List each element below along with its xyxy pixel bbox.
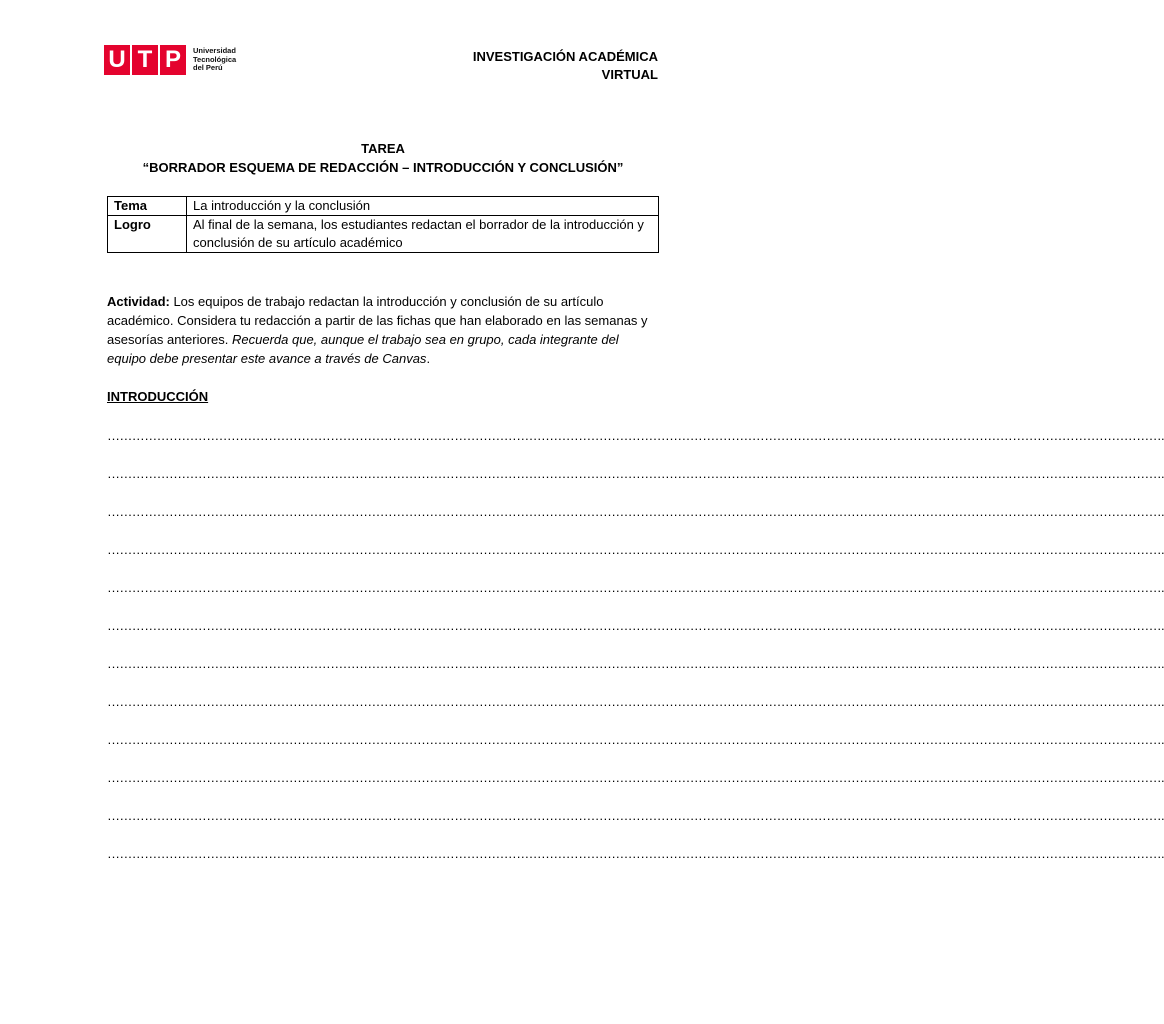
course-name [473,48,658,84]
writing-line: …………………………………………………………………………………………………………………………………………………………………………………………………………………………………. [107,846,1164,861]
activity-end: . [426,351,431,366]
writing-area [107,427,1164,883]
table-cell-value: Al final de la semana, los estudiantes redactan el borrador de la introducción y conclusión de su artículo académico [187,216,659,253]
course-name-line1: INVESTIGACIÓN ACADÉMICA [472,49,658,64]
activity-text: Los equipos de trabajo redactan la introducción y conclusión de su artículo académico. Considera tu redacción a partir de las fichas que han elaborado en las semanas y asesorías anteriores. [107,294,648,347]
title-line2: “BORRADOR ESQUEMA DE REDACCIÓN – INTRODUCCIÓN Y CONCLUSIÓN” [142,160,624,175]
table-cell-value: La introducción y la conclusión [187,197,659,216]
logo-letter-p: P [160,45,186,75]
logo-text-line: Universidad [193,46,236,56]
table-cell-label: Logro [108,216,187,253]
activity-note: Recuerda que, aunque el trabajo sea en grupo, cada integrante del equipo debe presentar este avance a través de Canvas [107,332,619,366]
logo-university-name [193,47,236,73]
writing-line: …………………………………………………………………………………………………………………………………………………………………………………………………………………………………. [107,732,1164,747]
info-table [107,196,659,253]
writing-line: …………………………………………………………………………………………………………………………………………………………………………………………………………………………………. [107,428,1164,443]
logo-letters [104,45,186,75]
utp-logo [104,45,236,75]
writing-line: …………………………………………………………………………………………………………………………………………………………………………………………………………………………………. [107,542,1164,557]
course-name-line2: VIRTUAL [601,67,658,82]
writing-line: …………………………………………………………………………………………………………………………………………………………………………………………………………………………………. [107,808,1164,823]
writing-line: …………………………………………………………………………………………………………………………………………………………………………………………………………………………………. [107,694,1164,709]
table-row-logro [108,216,659,253]
logo-text-line: Tecnológica [193,54,237,64]
writing-line: …………………………………………………………………………………………………………………………………………………………………………………………………………………………………. [107,504,1164,519]
logo-letter-t: T [132,45,158,75]
activity-label: Actividad: [107,294,170,309]
activity-paragraph [107,292,659,368]
table-cell-label: Tema [108,197,187,216]
writing-line: …………………………………………………………………………………………………………………………………………………………………………………………………………………………………. [107,770,1164,785]
writing-line: …………………………………………………………………………………………………………………………………………………………………………………………………………………………………. [107,618,1164,633]
writing-line: …………………………………………………………………………………………………………………………………………………………………………………………………………………………………. [107,656,1164,671]
title-line1: TAREA [361,141,405,156]
document-title [107,139,659,177]
writing-line: …………………………………………………………………………………………………………………………………………………………………………………………………………………………………. [107,580,1164,595]
logo-text-line: del Perú [193,63,223,73]
section-heading-introduccion: INTRODUCCIÓN [107,389,209,404]
writing-line: …………………………………………………………………………………………………………………………………………………………………………………………………………………………………. [107,466,1164,481]
logo-letter-u: U [104,45,130,75]
table-row-tema [108,197,659,216]
